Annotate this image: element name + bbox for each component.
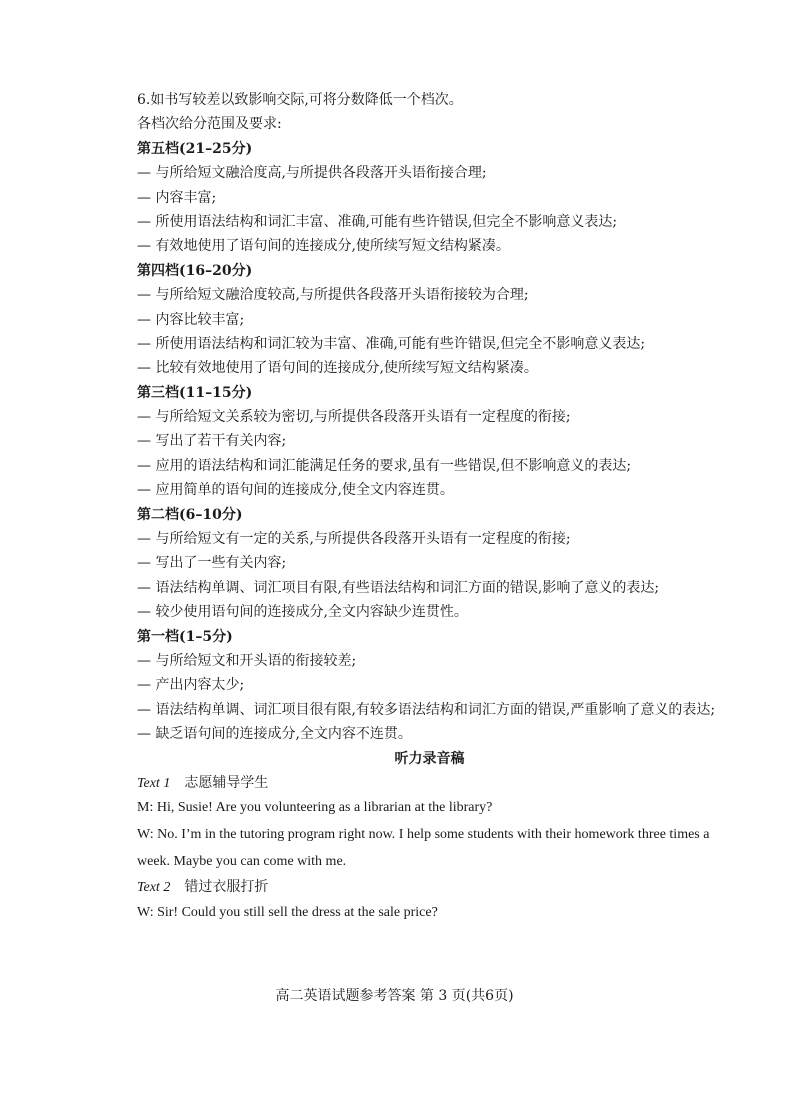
- tier-5: [137, 137, 722, 259]
- tier-item: — 与所给短文融洽度较高,与所提供各段落开头语衔接较为合理;: [137, 287, 529, 304]
- tier-2: [137, 503, 722, 625]
- tier-item: — 比较有效地使用了语句间的连接成分,使所续写短文结构紧凑。: [137, 360, 538, 377]
- dialogue-line: M: Hi, Susie! Are you volunteering as a librarian at the library?: [137, 800, 493, 816]
- text-2-label: Text 2: [137, 880, 171, 896]
- tier-item: — 较少使用语句间的连接成分,全文内容缺少连贯性。: [137, 604, 468, 621]
- tier-heading: 第三档(11–15分): [137, 384, 253, 401]
- page-content: [137, 88, 722, 926]
- tier-item: — 产出内容太少;: [137, 677, 245, 694]
- page-footer: 高二英语试题参考答案 第 3 页(共6页): [275, 988, 514, 1004]
- tier-heading: 第五档(21–25分): [137, 140, 253, 157]
- tier-item: — 写出了若干有关内容;: [137, 433, 287, 450]
- tier-item: — 写出了一些有关内容;: [137, 555, 287, 572]
- intro-line-1: 6.如书写较差以致影响交际,可将分数降低一个档次。: [137, 92, 463, 108]
- tier-item: — 内容比较丰富;: [137, 311, 245, 328]
- intro-line-2: 各档次给分范围及要求:: [137, 116, 282, 133]
- text-2-heading: [137, 875, 722, 899]
- tier-item: — 有效地使用了语句间的连接成分,使所续写短文结构紧凑。: [137, 238, 510, 255]
- tier-item: — 与所给短文有一定的关系,与所提供各段落开头语有一定程度的衔接;: [137, 531, 571, 548]
- tier-item: — 缺乏语句间的连接成分,全文内容不连贯。: [137, 726, 412, 743]
- tier-heading: 第四档(16–20分): [137, 262, 253, 279]
- tier-4: [137, 259, 722, 381]
- tier-item: — 所使用语法结构和词汇较为丰富、准确,可能有些许错误,但完全不影响意义表达;: [137, 335, 646, 352]
- transcript-title: 听力录音稿: [394, 750, 465, 767]
- tier-item: — 语法结构单调、词汇项目有限,有些语法结构和词汇方面的错误,影响了意义的表达;: [137, 579, 660, 596]
- tier-item: — 所使用语法结构和词汇丰富、准确,可能有些许错误,但完全不影响意义表达;: [137, 213, 618, 230]
- dialogue-line: W: No. I’m in the tutoring program right now. I help some students with their homework three times a week. Maybe you can come with me.: [137, 827, 710, 870]
- tier-3: [137, 381, 722, 503]
- tier-item: — 语法结构单调、词汇项目很有限,有较多语法结构和词汇方面的错误,严重影响了意义的表达;: [137, 701, 716, 718]
- text-1-title: 志愿辅导学生: [184, 774, 269, 791]
- tier-heading: 第一档(1–5分): [137, 628, 233, 645]
- text-1-label: Text 1: [137, 775, 171, 791]
- tier-item: — 与所给短文关系较为密切,与所提供各段落开头语有一定程度的衔接;: [137, 409, 571, 426]
- tier-item: — 应用简单的语句间的连接成分,使全文内容连贯。: [137, 482, 454, 499]
- tier-1: [137, 625, 722, 747]
- tier-item: — 应用的语法结构和词汇能满足任务的要求,虽有一些错误,但不影响意义的表达;: [137, 457, 632, 474]
- tier-item: — 内容丰富;: [137, 189, 217, 206]
- text-2-title: 错过衣服打折: [184, 879, 269, 896]
- dialogue-line: W: Sir! Could you still sell the dress at the sale price?: [137, 904, 438, 920]
- tier-item: — 与所给短文和开头语的衔接较差;: [137, 652, 357, 669]
- tier-heading: 第二档(6–10分): [137, 506, 243, 523]
- tier-item: — 与所给短文融洽度高,与所提供各段落开头语衔接合理;: [137, 165, 487, 182]
- text-1-heading: [137, 771, 722, 795]
